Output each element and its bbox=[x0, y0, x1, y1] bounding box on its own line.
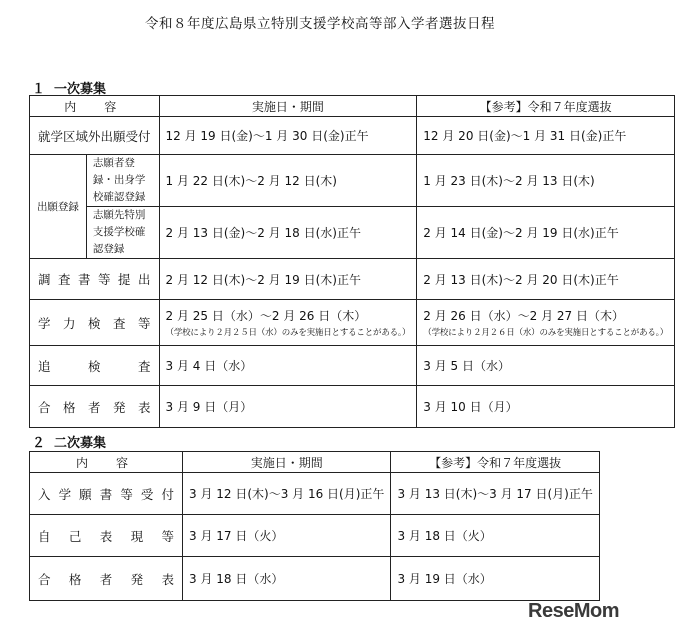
row-ref: 3 月 19 日（水） bbox=[391, 557, 599, 601]
header-item: 内 容 bbox=[30, 452, 183, 473]
table-row bbox=[30, 300, 675, 346]
table-row bbox=[30, 155, 675, 207]
table-row bbox=[30, 346, 675, 386]
header-date: 実施日・期間 bbox=[183, 452, 391, 473]
schedule-table-1 bbox=[29, 95, 675, 428]
row-date: 2 月 25 日（水）～2 月 26 日（木） bbox=[165, 309, 367, 323]
table-row bbox=[30, 473, 600, 515]
section-1-number: １ bbox=[32, 82, 46, 97]
row-item: 入学願書等受付 bbox=[30, 473, 183, 515]
section-1-title: 一次募集 bbox=[54, 82, 107, 97]
row-date: 3 月 9 日（月） bbox=[159, 386, 417, 428]
row-ref: 2 月 26 日（水）～2 月 27 日（木） bbox=[423, 309, 624, 323]
row-ref: 3 月 5 日（水） bbox=[417, 346, 675, 386]
row-ref: 2 月 13 日(木)～2 月 20 日(木)正午 bbox=[417, 259, 675, 300]
row-ref: 3 月 18 日（火） bbox=[391, 515, 599, 557]
section-2-heading bbox=[32, 432, 106, 451]
section-2-number: ２ bbox=[32, 436, 46, 451]
row-item: 自己表現等 bbox=[30, 515, 183, 557]
header-date: 実施日・期間 bbox=[159, 96, 417, 117]
row-item: 追検査 bbox=[30, 346, 160, 386]
row-ref: 12 月 20 日(金)～1 月 31 日(金)正午 bbox=[417, 117, 675, 155]
row-date: 1 月 22 日(木)～2 月 12 日(木) bbox=[159, 155, 417, 207]
table-header-row bbox=[30, 96, 675, 117]
row-date-cell bbox=[159, 300, 417, 346]
table-row bbox=[30, 207, 675, 259]
header-ref: 【参考】令和７年度選抜 bbox=[417, 96, 675, 117]
row-item: 調査書等提出 bbox=[30, 259, 160, 300]
table-header-row bbox=[30, 452, 600, 473]
row-date: 12 月 19 日(金)～1 月 30 日(金)正午 bbox=[159, 117, 417, 155]
row-item: 合格者発表 bbox=[30, 557, 183, 601]
header-item: 内 容 bbox=[30, 96, 160, 117]
section-2-title: 二次募集 bbox=[54, 436, 107, 451]
row-sub-item: 志願者登録・出身学校確認登録 bbox=[86, 155, 159, 207]
row-ref-note: （学校により２月２６日（水）のみを実施日とすることがある。） bbox=[423, 328, 669, 338]
row-date: 3 月 12 日(木)～3 月 16 日(月)正午 bbox=[183, 473, 391, 515]
table-row bbox=[30, 515, 600, 557]
row-date-note: （学校により２月２５日（水）のみを実施日とすることがある。） bbox=[165, 328, 411, 338]
row-ref: 3 月 10 日（月） bbox=[417, 386, 675, 428]
row-sub-item: 志願先特別支援学校確認登録 bbox=[86, 207, 159, 259]
row-date: 3 月 4 日（水） bbox=[159, 346, 417, 386]
row-date: 2 月 13 日(金)～2 月 18 日(水)正午 bbox=[159, 207, 417, 259]
row-item: 合格者発表 bbox=[30, 386, 160, 428]
row-date: 3 月 18 日（水） bbox=[183, 557, 391, 601]
resemom-logo: ReseMom bbox=[528, 600, 619, 622]
table-row bbox=[30, 259, 675, 300]
table-row bbox=[30, 386, 675, 428]
table-row bbox=[30, 557, 600, 601]
schedule-table-2 bbox=[29, 451, 600, 601]
row-date: 3 月 17 日（火） bbox=[183, 515, 391, 557]
row-ref: 3 月 13 日(木)～3 月 17 日(月)正午 bbox=[391, 473, 599, 515]
table-row bbox=[30, 117, 675, 155]
row-date: 2 月 12 日(木)～2 月 19 日(木)正午 bbox=[159, 259, 417, 300]
row-item: 学力検査等 bbox=[30, 300, 160, 346]
row-ref: 2 月 14 日(金)～2 月 19 日(水)正午 bbox=[417, 207, 675, 259]
row-ref-cell bbox=[417, 300, 675, 346]
row-item: 就学区域外出願受付 bbox=[30, 117, 160, 155]
header-ref: 【参考】令和７年度選抜 bbox=[391, 452, 599, 473]
row-group: 出願登録 bbox=[30, 155, 87, 259]
row-ref: 1 月 23 日(木)～2 月 13 日(木) bbox=[417, 155, 675, 207]
page-title: 令和８年度広島県立特別支援学校高等部入学者選抜日程 bbox=[145, 16, 495, 32]
